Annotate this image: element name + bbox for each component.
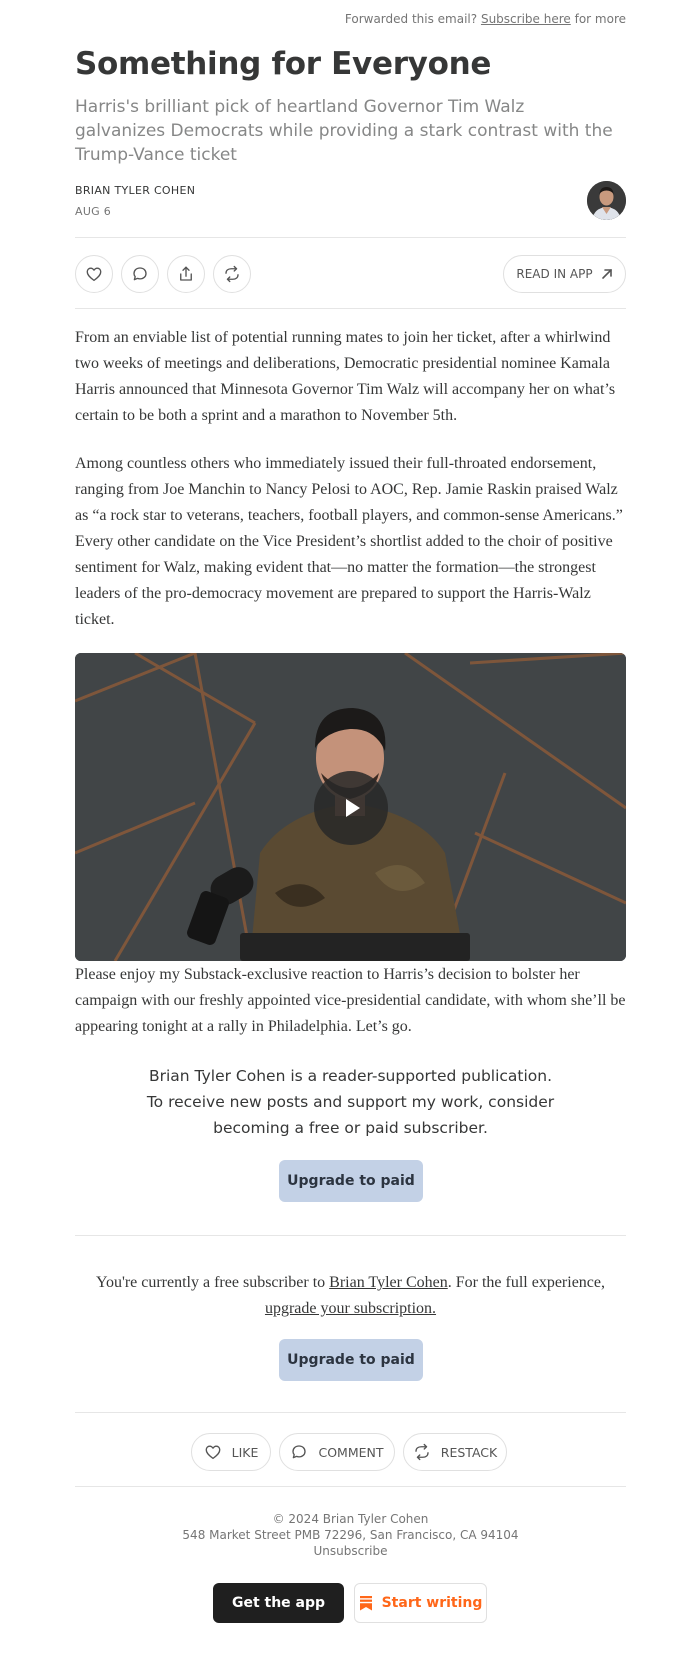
subscribe-link[interactable]: Subscribe here (480, 12, 571, 26)
promo-line-3: becoming a free or paid subscriber. (213, 1119, 488, 1137)
forwarded-prefix: Forwarded this email? (344, 12, 478, 26)
like-pill-button[interactable] (191, 1433, 271, 1471)
forwarded-notice (345, 12, 626, 26)
comment-button[interactable] (121, 255, 159, 293)
restack-button[interactable] (213, 255, 251, 293)
upgrade-subscription-link[interactable]: upgrade your subscription. (264, 1300, 437, 1317)
body-paragraph-2: Among countless others who immediately issued their full-throated endorsement, ranging from Joe Manchin to Nancy Pelosi to AOC, Rep. Jamie Raskin praised Walz as “a rock star to veterans, teachers, football players, and common-sense Americans.” Every other candidate on the Vice President’s shortlist added to the choir of positive sentiment for Walz, making evident that—no matter the formation—the strongest leaders of the pro-democracy movement are prepared to support the Harris-Walz ticket. (75, 455, 623, 628)
publication-link[interactable]: Brian Tyler Cohen (329, 1274, 448, 1291)
upgrade-button-2[interactable]: Upgrade to paid (279, 1339, 423, 1381)
restack-pill-button[interactable] (403, 1433, 507, 1471)
restack-label: RESTACK (440, 1444, 498, 1460)
play-icon (338, 795, 364, 821)
unsubscribe-link[interactable]: Unsubscribe (313, 1544, 388, 1558)
like-label: LIKE (231, 1444, 259, 1460)
body-paragraph-1: From an enviable list of potential running mates to join her ticket, after a whirlwind two weeks of meetings and deliberations, Democratic presidential nominee Kamala Harris announced that Minnesota Governor Tim Walz will accompany her on what’s certain to be both a sprint and a marathon to November 5th. (75, 329, 616, 424)
comment-label: COMMENT (318, 1444, 384, 1460)
restack-icon (223, 265, 241, 283)
divider (75, 1235, 626, 1236)
divider (75, 1486, 626, 1487)
forwarded-suffix: for more (574, 12, 626, 26)
comment-icon (290, 1443, 308, 1461)
subscriber-note (75, 1270, 626, 1322)
bookmark-logo-icon (359, 1595, 373, 1611)
postal-address: 548 Market Street PMB 72296, San Francisco, CA 94104 (182, 1528, 519, 1542)
author-name[interactable]: BRIAN TYLER COHEN (75, 184, 196, 197)
subscriber-note-prefix: You're currently a free subscriber to (95, 1274, 326, 1291)
comment-icon (131, 265, 149, 283)
promo-line-1: Brian Tyler Cohen is a reader-supported publication. (148, 1067, 553, 1085)
divider (75, 308, 626, 309)
promo-line-2: To receive new posts and support my work, consider (146, 1093, 555, 1111)
read-in-app-label: READ IN APP (516, 267, 593, 281)
upgrade-button[interactable]: Upgrade to paid (279, 1160, 423, 1202)
comment-pill-button[interactable] (279, 1433, 395, 1471)
play-button[interactable] (314, 771, 388, 845)
like-button[interactable] (75, 255, 113, 293)
video-embed[interactable] (75, 653, 626, 961)
restack-icon (413, 1443, 431, 1461)
heart-icon (85, 265, 103, 283)
start-writing-label: Start writing (381, 1595, 483, 1611)
divider (75, 1412, 626, 1413)
start-writing-button[interactable] (354, 1583, 487, 1623)
share-button[interactable] (167, 255, 205, 293)
post-date: AUG 6 (75, 205, 112, 218)
copyright: © 2024 Brian Tyler Cohen (272, 1512, 429, 1526)
subscriber-note-middle: . For the full experience, (447, 1274, 606, 1291)
post-title[interactable]: Something for Everyone (75, 46, 492, 82)
heart-icon (204, 1443, 222, 1461)
get-app-button[interactable]: Get the app (213, 1583, 344, 1623)
avatar-image (587, 181, 626, 220)
body-paragraph-3: Please enjoy my Substack-exclusive reaction to Harris’s decision to bolster her campaign with our freshly appointed vice-presidential candidate, with whom she’ll be appearing tonight at a rally in Philadelphia. Let’s go. (75, 966, 626, 1035)
divider (75, 237, 626, 238)
arrow-up-right-icon (601, 268, 613, 280)
avatar[interactable] (587, 181, 626, 220)
post-subtitle: Harris's brilliant pick of heartland Governor Tim Walz galvanizes Democrats while providing a stark contrast with the Trump-Vance ticket (75, 97, 613, 165)
share-icon (177, 265, 195, 283)
read-in-app-button[interactable] (503, 255, 626, 293)
